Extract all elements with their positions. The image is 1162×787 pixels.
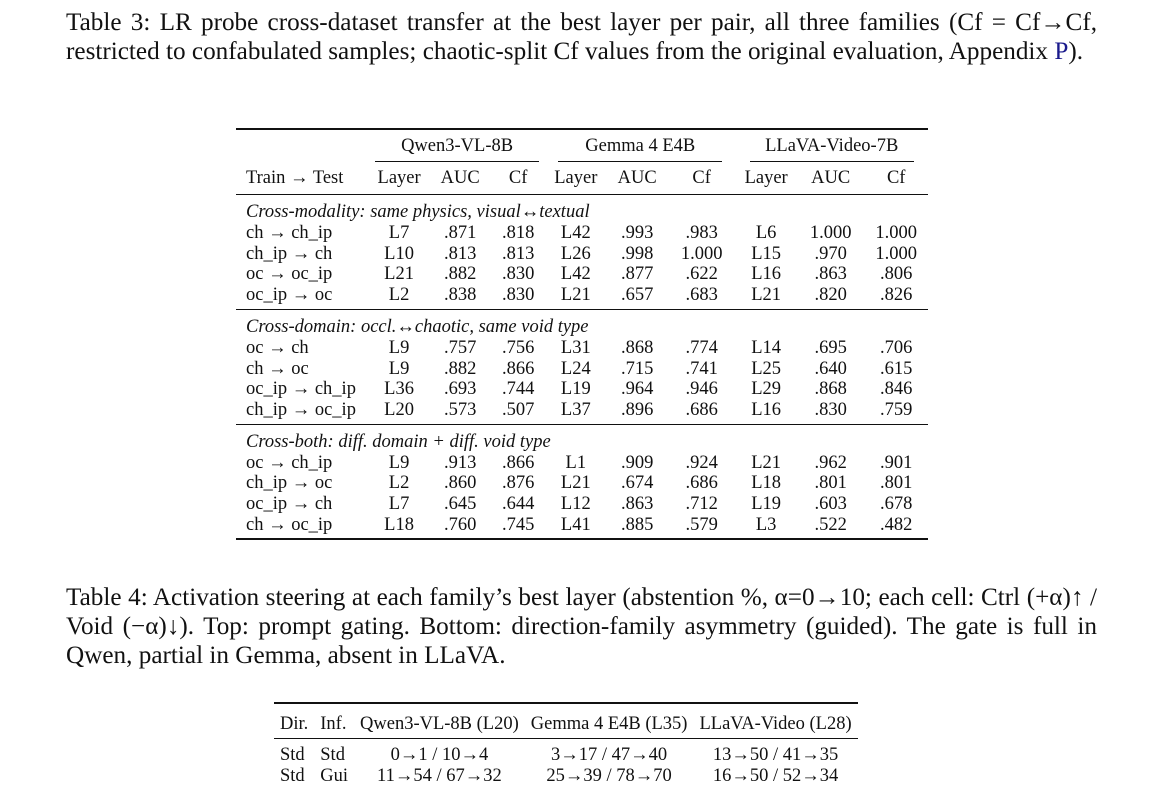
table-row bbox=[236, 264, 928, 285]
table-cell: L42 bbox=[560, 223, 591, 243]
table-row bbox=[236, 400, 928, 421]
table-cell: L2 bbox=[388, 285, 410, 306]
pair-label: oc_ip → ch bbox=[246, 494, 333, 515]
table-cell: .482 bbox=[880, 514, 913, 535]
table-cell: .882 bbox=[443, 358, 477, 379]
col-header-layer: Layer bbox=[545, 162, 606, 195]
table-cell: L21 bbox=[384, 264, 414, 285]
table-cell: Std bbox=[280, 766, 305, 786]
table-cell: .924 bbox=[685, 452, 718, 473]
table-cell: .983 bbox=[685, 223, 718, 243]
table-cell: .686 bbox=[685, 473, 718, 494]
table-cell: .885 bbox=[621, 514, 654, 535]
table-cell: .868 bbox=[814, 379, 847, 400]
table-cell: L9 bbox=[388, 452, 410, 473]
table-cell: .757 bbox=[443, 337, 477, 358]
row-header: Train → Test bbox=[236, 162, 369, 195]
table-cell: .683 bbox=[685, 285, 718, 306]
table3-caption bbox=[66, 8, 1097, 66]
col-header-auc: AUC bbox=[797, 162, 865, 195]
table-cell: 1.000 bbox=[875, 243, 918, 264]
table-cell: L21 bbox=[751, 285, 782, 306]
table-row bbox=[236, 515, 928, 536]
table-cell: L29 bbox=[751, 379, 782, 400]
section-title: Cross-both: diff. domain + diff. void type bbox=[246, 431, 551, 452]
col-header-inf: Inf. bbox=[314, 710, 354, 739]
table-cell: 13→50 / 41→35 bbox=[712, 745, 839, 765]
table-cell: .998 bbox=[621, 243, 654, 264]
table-cell: L10 bbox=[384, 243, 414, 264]
table-cell: L41 bbox=[560, 514, 591, 535]
table-cell: .622 bbox=[685, 264, 718, 285]
table-cell: 1.000 bbox=[875, 223, 918, 243]
pair-label: ch_ip → oc bbox=[246, 473, 333, 494]
table-cell: .863 bbox=[814, 264, 847, 285]
col-header-auc: AUC bbox=[607, 162, 668, 195]
table-cell: L25 bbox=[751, 358, 782, 379]
table-cell: L16 bbox=[751, 399, 782, 420]
table-row bbox=[236, 359, 928, 380]
pair-label: ch_ip → oc_ip bbox=[246, 399, 356, 420]
table-cell: L3 bbox=[755, 514, 777, 535]
table-cell: L19 bbox=[560, 379, 591, 400]
table-row bbox=[236, 223, 928, 244]
table-cell: L26 bbox=[560, 243, 591, 264]
table-row bbox=[236, 338, 928, 359]
col-header-auc: AUC bbox=[429, 162, 491, 195]
table-cell: L24 bbox=[560, 358, 591, 379]
table-cell: L18 bbox=[384, 514, 414, 535]
table-cell: L21 bbox=[560, 285, 591, 306]
table-cell: .863 bbox=[621, 494, 654, 515]
table-cell: .868 bbox=[621, 337, 654, 358]
table-cell: L16 bbox=[751, 264, 782, 285]
table-cell: .678 bbox=[880, 494, 913, 515]
table-cell: .759 bbox=[880, 399, 913, 420]
section-title: Cross-domain: occl.↔chaotic, same void type bbox=[246, 316, 589, 337]
table-cell: .745 bbox=[501, 514, 535, 535]
table-cell: 11→54 / 67→32 bbox=[377, 766, 502, 786]
table-cell: .573 bbox=[443, 399, 477, 420]
table-cell: .706 bbox=[880, 337, 913, 358]
table-cell: .896 bbox=[621, 399, 654, 420]
table-cell: .946 bbox=[685, 379, 718, 400]
pair-label: oc_ip → ch_ip bbox=[246, 379, 356, 400]
table-cell: .866 bbox=[501, 452, 535, 473]
table-cell: .993 bbox=[621, 223, 654, 243]
table-cell: L7 bbox=[388, 223, 410, 243]
table-cell: 1.000 bbox=[809, 223, 852, 243]
table-cell: L9 bbox=[388, 358, 410, 379]
table-cell: .657 bbox=[621, 285, 654, 306]
table-cell: .715 bbox=[621, 358, 654, 379]
table-cell: L12 bbox=[560, 494, 591, 515]
table-cell: 1.000 bbox=[680, 243, 723, 264]
table-row bbox=[236, 285, 928, 306]
table-cell: .820 bbox=[814, 285, 847, 306]
table-cell: .686 bbox=[685, 399, 718, 420]
table-cell: 0→1 / 10→4 bbox=[390, 745, 489, 765]
table3-caption-text: Table 3: LR probe cross-dataset transfer at the best layer per pair, all three families (Cf = Cf→Cf, restricted to confabulated samples; chaotic-split Cf values from the original evaluation, Appendix bbox=[66, 9, 1097, 65]
col-header-cf: Cf bbox=[864, 162, 928, 195]
table-cell: L7 bbox=[388, 494, 410, 515]
table-cell: .693 bbox=[443, 379, 477, 400]
table-cell: L2 bbox=[388, 473, 410, 494]
table-cell: L21 bbox=[751, 452, 782, 473]
table-cell: L31 bbox=[560, 337, 591, 358]
table-cell: .818 bbox=[501, 223, 535, 243]
table-cell: .813 bbox=[443, 243, 477, 264]
table-cell: .644 bbox=[501, 494, 535, 515]
table-row bbox=[274, 766, 858, 787]
col-header-qwen: Qwen3-VL-8B (L20) bbox=[354, 710, 525, 739]
table-cell: L6 bbox=[755, 223, 777, 243]
table4 bbox=[274, 702, 858, 787]
table-cell: .640 bbox=[814, 358, 847, 379]
table-cell: .806 bbox=[880, 264, 913, 285]
pair-label: ch_ip → ch bbox=[246, 243, 333, 264]
pair-label: ch → oc bbox=[246, 358, 309, 379]
table-cell: .645 bbox=[443, 494, 477, 515]
col-header-cf: Cf bbox=[491, 162, 545, 195]
pair-label: oc → oc_ip bbox=[246, 264, 333, 285]
col-header-layer: Layer bbox=[735, 162, 796, 195]
table-row bbox=[274, 745, 858, 766]
table-cell: L18 bbox=[751, 473, 782, 494]
col-header-dir: Dir. bbox=[274, 710, 314, 739]
table-cell: 25→39 / 78→70 bbox=[546, 766, 672, 786]
table-cell: .744 bbox=[501, 379, 535, 400]
table-cell: .801 bbox=[814, 473, 847, 494]
table-cell: L36 bbox=[384, 379, 414, 400]
table-cell: .579 bbox=[685, 514, 718, 535]
section-title: Cross-modality: same physics, visual↔textual bbox=[246, 202, 590, 222]
table-cell: L15 bbox=[751, 243, 782, 264]
table-cell: .838 bbox=[443, 285, 477, 306]
table-cell: .826 bbox=[880, 285, 913, 306]
table-cell: .830 bbox=[814, 399, 847, 420]
table-cell: .603 bbox=[814, 494, 847, 515]
table-cell: Std bbox=[320, 745, 345, 765]
table-cell: .760 bbox=[443, 514, 477, 535]
table-cell: 3→17 / 47→40 bbox=[551, 745, 668, 765]
table-cell: .830 bbox=[501, 264, 535, 285]
table-row bbox=[236, 473, 928, 494]
table-cell: 16→50 / 52→34 bbox=[712, 766, 839, 786]
table4-caption: Table 4: Activation steering at each family’s best layer (abstention %, α=0→10; each cell: Ctrl (+α)↑ / Void (−α)↓). Top: prompt gating. Bottom: direction-family asymmetry (guided). The gate is full in Qwen, partial in Gemma, absent in LLaVA. bbox=[66, 584, 1097, 669]
family-header-qwen: Qwen3-VL-8B bbox=[375, 136, 539, 162]
table-cell: L42 bbox=[560, 264, 591, 285]
table-cell: Std bbox=[280, 745, 305, 765]
col-header-gemma: Gemma 4 E4B (L35) bbox=[525, 710, 694, 739]
table-cell: L21 bbox=[560, 473, 591, 494]
table-cell: .913 bbox=[443, 452, 477, 473]
col-header-cf: Cf bbox=[668, 162, 736, 195]
table-cell: .964 bbox=[621, 379, 654, 400]
table-cell: L37 bbox=[560, 399, 591, 420]
table-cell: .877 bbox=[621, 264, 654, 285]
pair-label: ch → ch_ip bbox=[246, 223, 333, 243]
table-cell: L14 bbox=[751, 337, 782, 358]
table-cell: L1 bbox=[565, 452, 587, 473]
table-cell: L19 bbox=[751, 494, 782, 515]
pair-label: oc_ip → oc bbox=[246, 285, 333, 306]
table-row bbox=[236, 453, 928, 474]
table-cell: .507 bbox=[501, 399, 535, 420]
table-cell: .756 bbox=[501, 337, 535, 358]
table-cell: .860 bbox=[443, 473, 477, 494]
pair-label: oc → ch bbox=[246, 337, 309, 358]
col-header-layer: Layer bbox=[369, 162, 429, 195]
table-cell: Gui bbox=[320, 766, 349, 786]
table-cell: .882 bbox=[443, 264, 477, 285]
table-cell: .695 bbox=[814, 337, 847, 358]
table-cell: .674 bbox=[621, 473, 654, 494]
table-row bbox=[236, 494, 928, 515]
table-cell: .801 bbox=[880, 473, 913, 494]
table-cell: .712 bbox=[685, 494, 718, 515]
table-cell: .522 bbox=[814, 514, 847, 535]
table-cell: L9 bbox=[388, 337, 410, 358]
table-cell: .909 bbox=[621, 452, 654, 473]
pair-label: ch → oc_ip bbox=[246, 514, 333, 535]
table-cell: .876 bbox=[501, 473, 535, 494]
table-cell: .741 bbox=[685, 358, 718, 379]
table-cell: L20 bbox=[384, 399, 414, 420]
table-cell: .962 bbox=[814, 452, 847, 473]
table-cell: .813 bbox=[501, 243, 535, 264]
family-header-gemma: Gemma 4 E4B bbox=[558, 136, 722, 162]
table-cell: .970 bbox=[814, 243, 847, 264]
table-cell: .901 bbox=[880, 452, 913, 473]
table-cell: .866 bbox=[501, 358, 535, 379]
table-cell: .615 bbox=[880, 358, 913, 379]
table3 bbox=[236, 128, 928, 540]
col-header-llava: LLaVA-Video (L28) bbox=[693, 710, 857, 739]
table-row bbox=[236, 379, 928, 400]
table3-caption-end: ). bbox=[1068, 38, 1084, 65]
family-header-llava: LLaVA-Video-7B bbox=[750, 136, 914, 162]
table-row bbox=[236, 244, 928, 265]
table-cell: .871 bbox=[443, 223, 477, 243]
table-cell: .830 bbox=[501, 285, 535, 306]
pair-label: oc → ch_ip bbox=[246, 452, 333, 473]
appendix-link[interactable]: P bbox=[1054, 38, 1069, 65]
table-cell: .774 bbox=[685, 337, 718, 358]
table-cell: .846 bbox=[880, 379, 913, 400]
